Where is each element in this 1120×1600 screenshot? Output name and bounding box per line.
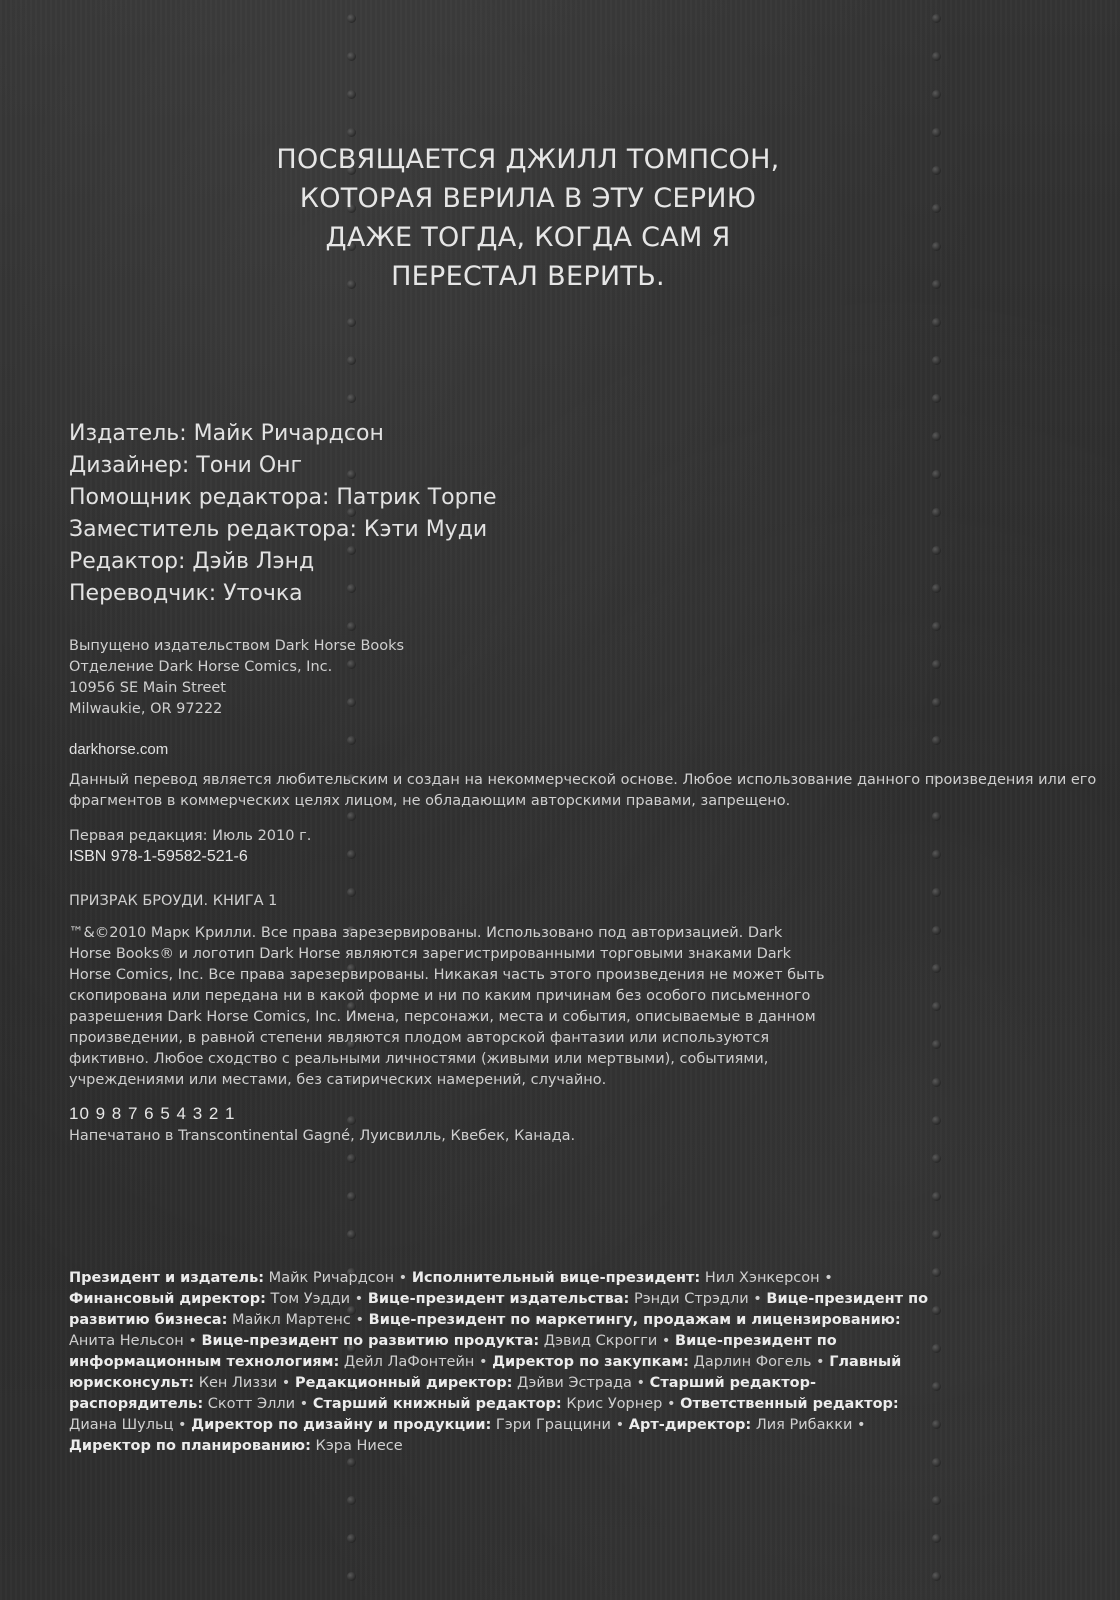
rivet	[932, 1458, 941, 1467]
rivet	[347, 1572, 356, 1581]
rivet	[932, 1534, 941, 1543]
address-line: Milwaukie, OR 97222	[69, 701, 223, 717]
rivet	[347, 1230, 356, 1239]
staff-name: Крис Уорнер •	[561, 1396, 681, 1412]
copyright-notice	[69, 923, 825, 1091]
rivet	[347, 1458, 356, 1467]
staff-line	[69, 1415, 1069, 1436]
dedication-line: ПЕРЕСТАЛ ВЕРИТЬ.	[391, 261, 665, 292]
staff-title: Редакционный директор:	[294, 1375, 513, 1391]
rivet	[932, 1002, 941, 1011]
website-link[interactable]: darkhorse.com	[69, 741, 169, 758]
staff-title: развитию бизнеса:	[69, 1312, 228, 1328]
notice-line: фрагментов в коммерческих целях лицом, не обладающим авторскими правами, запрещено.	[69, 793, 791, 809]
staff-list	[69, 1268, 1069, 1457]
print-numbers: 10 9 8 7 6 5 4 3 2 1	[69, 1104, 236, 1123]
rivet	[932, 660, 941, 669]
publisher-address	[69, 636, 404, 720]
rivet	[347, 1192, 356, 1201]
rivet	[932, 204, 941, 213]
staff-name: Лия Рибакки •	[751, 1417, 866, 1433]
rivet	[347, 812, 356, 821]
rivet	[932, 52, 941, 61]
rivet	[932, 508, 941, 517]
staff-title: информационным технологиям:	[69, 1354, 340, 1370]
staff-name: Дарлин Фогель •	[688, 1354, 830, 1370]
rivet	[932, 926, 941, 935]
staff-title: распорядитель:	[69, 1396, 204, 1412]
staff-line	[69, 1289, 1069, 1310]
staff-name: Дэйви Эстрада •	[512, 1375, 650, 1391]
book-title: ПРИЗРАК БРОУДИ. КНИГА 1	[69, 893, 278, 909]
dedication	[230, 140, 826, 296]
printed-in: Напечатано в Transcontinental Gagné, Луисвилль, Квебек, Канада.	[69, 1128, 576, 1144]
credit-publisher: Издатель: Майк Ричардсон	[69, 421, 384, 446]
staff-name: Майк Ричардсон •	[264, 1270, 412, 1286]
staff-line	[69, 1394, 1069, 1415]
rivet	[932, 888, 941, 897]
rivet	[932, 1572, 941, 1581]
staff-name: Гэри Граццини •	[491, 1417, 629, 1433]
rivet	[347, 128, 356, 137]
staff-line	[69, 1268, 1069, 1289]
staff-name: Диана Шульц •	[69, 1417, 192, 1433]
copyright-line: Horse Books® и логотип Dark Horse являются зарегистрированными торговыми знаками Dark	[69, 946, 792, 962]
address-line: Отделение Dark Horse Comics, Inc.	[69, 659, 333, 675]
dedication-line: ПОСВЯЩАЕТСЯ ДЖИЛЛ ТОМПСОН,	[276, 144, 780, 175]
dedication-line: ДАЖЕ ТОГДА, КОГДА САМ Я	[325, 222, 731, 253]
rivet	[347, 1496, 356, 1505]
staff-title: Исполнительный вице-президент:	[411, 1270, 701, 1286]
copyright-line: скопирована или передана ни в какой форме и ни по каким причинам без особого письменного	[69, 988, 811, 1004]
copyright-line: произведении, в равной степени являются плодом авторской фантазии или используются	[69, 1030, 770, 1046]
staff-line	[69, 1373, 1069, 1394]
rivet	[932, 1040, 941, 1049]
rivet	[932, 1496, 941, 1505]
staff-title: Директор по планированию:	[69, 1438, 311, 1454]
staff-name: Том Уэдди •	[265, 1291, 368, 1307]
dedication-line: КОТОРАЯ ВЕРИЛА В ЭТУ СЕРИЮ	[299, 183, 757, 214]
rivet	[932, 318, 941, 327]
staff-title: юрисконсульт:	[69, 1375, 195, 1391]
staff-title: Президент и издатель:	[69, 1270, 265, 1286]
rivet	[347, 622, 356, 631]
staff-name: Нил Хэнкерсон •	[700, 1270, 833, 1286]
rivet	[347, 888, 356, 897]
address-line: 10956 SE Main Street	[69, 680, 226, 696]
isbn: ISBN 978-1-59582-521-6	[69, 848, 248, 865]
copyright-line: фиктивно. Любое сходство с реальными личностями (живыми или мертвыми), событиями,	[69, 1051, 769, 1067]
credit-editor: Редактор: Дэйв Лэнд	[69, 549, 315, 574]
address-line: Выпущено издательством Dark Horse Books	[69, 638, 405, 654]
rivet	[347, 1534, 356, 1543]
rivet	[347, 356, 356, 365]
copyright-line: ™&©2010 Марк Крилли. Все права зарезервированы. Использовано под авторизацией. Dark	[69, 925, 783, 941]
rivet	[932, 90, 941, 99]
rivet	[932, 14, 941, 23]
credit-designer: Дизайнер: Тони Онг	[69, 453, 303, 478]
notice-line: Данный перевод является любительским и создан на некоммерческой основе. Любое использование данного произведения или его	[69, 772, 1097, 788]
staff-name: Анита Нельсон •	[69, 1333, 202, 1349]
staff-name: Дэвид Скрогги •	[539, 1333, 676, 1349]
rivet	[932, 964, 941, 973]
rivet	[347, 1154, 356, 1163]
staff-name: Кэра Ниесе	[310, 1438, 403, 1454]
rivet	[932, 1154, 941, 1163]
staff-title: Арт-директор:	[628, 1417, 752, 1433]
staff-title: Главный	[829, 1354, 902, 1370]
staff-title: Ответственный редактор:	[680, 1396, 899, 1412]
staff-title: Старший редактор-	[649, 1375, 816, 1391]
rivet	[347, 1116, 356, 1125]
rivet	[932, 736, 941, 745]
staff-name: Майкл Мартенс •	[227, 1312, 369, 1328]
rivet	[932, 1116, 941, 1125]
rivet	[347, 14, 356, 23]
staff-title: Вице-президент издательства:	[367, 1291, 630, 1307]
rivet	[932, 1230, 941, 1239]
staff-title: Вице-президент по развитию продукта:	[201, 1333, 540, 1349]
staff-title: Старший книжный редактор:	[312, 1396, 562, 1412]
rivet	[932, 812, 941, 821]
staff-name: Скотт Элли •	[203, 1396, 313, 1412]
rivet	[932, 1078, 941, 1087]
staff-name: Кен Лиззи •	[194, 1375, 295, 1391]
staff-name: Дейл ЛаФонтейн •	[339, 1354, 493, 1370]
rivet	[932, 356, 941, 365]
rivet	[932, 850, 941, 859]
rivet	[347, 318, 356, 327]
staff-title: Вице-президент по	[675, 1333, 837, 1349]
staff-line	[69, 1331, 1069, 1352]
rivet	[347, 736, 356, 745]
staff-title: Вице-президент по маркетингу, продажам и лицензированию:	[368, 1312, 901, 1328]
rivet	[932, 622, 941, 631]
rivet	[932, 280, 941, 289]
credit-translator: Переводчик: Уточка	[69, 581, 303, 606]
rivet	[932, 546, 941, 555]
rivet	[932, 1192, 941, 1201]
translation-notice	[69, 770, 1096, 812]
rivet	[347, 52, 356, 61]
copyright-line: Horse Comics, Inc. Все права зарезервированы. Никакая часть этого произведения не может быть	[69, 967, 825, 983]
staff-line	[69, 1352, 1069, 1373]
copyright-line: учреждениями или местами, без сатирических намерений, случайно.	[69, 1072, 607, 1088]
staff-title: Финансовый директор:	[69, 1291, 266, 1307]
rivet	[932, 432, 941, 441]
staff-line	[69, 1436, 1069, 1457]
rivet	[932, 470, 941, 479]
rivet	[347, 394, 356, 403]
staff-name: Рэнди Стрэдли •	[629, 1291, 767, 1307]
staff-title: Вице-президент по	[766, 1291, 929, 1307]
rivet	[932, 584, 941, 593]
staff-line	[69, 1310, 1069, 1331]
staff-title: Директор по закупкам:	[492, 1354, 689, 1370]
credit-assistant-editor: Помощник редактора: Патрик Торпе	[69, 485, 497, 510]
rivet	[932, 698, 941, 707]
rivet	[932, 166, 941, 175]
rivet	[932, 242, 941, 251]
copyright-line: разрешения Dark Horse Comics, Inc. Имена, персонажи, места и события, описываемые в данном	[69, 1009, 816, 1025]
rivet	[932, 128, 941, 137]
credit-associate-editor: Заместитель редактора: Кэти Муди	[69, 517, 488, 542]
rivet	[347, 90, 356, 99]
rivet	[932, 394, 941, 403]
credits-list	[69, 418, 497, 610]
rivet	[347, 850, 356, 859]
staff-title: Директор по дизайну и продукции:	[191, 1417, 492, 1433]
first-edition: Первая редакция: Июль 2010 г.	[69, 828, 312, 844]
